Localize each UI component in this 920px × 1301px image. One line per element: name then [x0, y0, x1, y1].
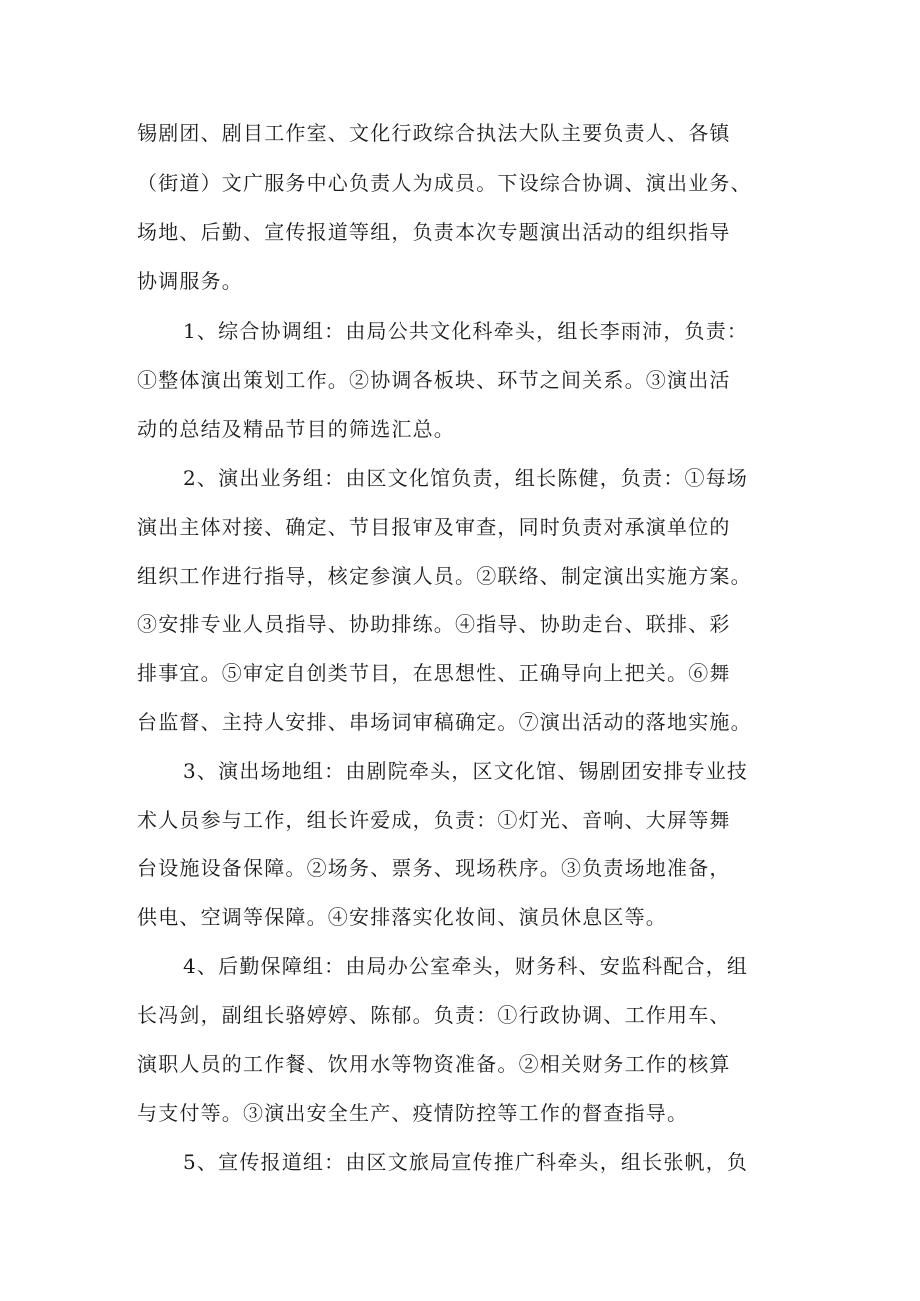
text-line: 场地、后勤、宣传报道等组，负责本次专题演出活动的组织指导: [137, 220, 731, 244]
text-line: 台监督、主持人安排、串场词审稿确定。⑦演出活动的落地实施。: [137, 710, 752, 734]
text-line: （街道）文广服务中心负责人为成员。下设综合协调、演出业务、: [137, 171, 752, 195]
section-2-heading-line: 2、演出业务组：由区文化馆负责，组长陈健，负责：①每场: [183, 466, 749, 490]
text-line: 长冯剑，副组长骆婷婷、陈郁。负责：①行政协调、工作用车、: [137, 1003, 731, 1027]
text-line: 组织工作进行指导，核定参演人员。②联络、制定演出实施方案。: [137, 564, 752, 588]
text-line: 排事宜。⑤审定自创类节目，在思想性、正确导向上把关。⑥舞: [137, 661, 731, 685]
text-line: 锡剧团、剧目工作室、文化行政综合执法大队主要负责人、各镇: [137, 121, 731, 145]
section-4-heading-line: 4、后勤保障组：由局办公室牵头，财务科、安监科配合，组: [183, 954, 749, 978]
text-line: 与支付等。③演出安全生产、疫情防控等工作的督查指导。: [137, 1101, 689, 1125]
text-line: 术人员参与工作，组长许爱成，负责：①灯光、音响、大屏等舞: [137, 808, 731, 832]
text-line: 台设施设备保障。②场务、票务、现场秩序。③负责场地准备，: [137, 856, 731, 880]
text-line: 动的总结及精品节目的筛选汇总。: [137, 417, 455, 441]
text-line: 演出主体对接、确定、节目报审及审查，同时负责对承演单位的: [137, 515, 731, 539]
section-5-heading-line: 5、宣传报道组：由区文旅局宣传推广科牵头，组长张帆，负: [183, 1150, 749, 1174]
text-line: 供电、空调等保障。④安排落实化妆间、演员休息区等。: [137, 905, 667, 929]
text-line: ①整体演出策划工作。②协调各板块、环节之间关系。③演出活: [137, 368, 731, 392]
text-line: 协调服务。: [137, 269, 243, 293]
section-3-heading-line: 3、演出场地组：由剧院牵头，区文化馆、锡剧团安排专业技: [183, 759, 749, 783]
text-line: ③安排专业人员指导、协助排练。④指导、协助走台、联排、彩: [137, 612, 731, 636]
text-line: 演职人员的工作餐、饮用水等物资准备。②相关财务工作的核算: [137, 1052, 731, 1076]
section-1-heading-line: 1、综合协调组：由局公共文化科牵头，组长李雨沛，负责：: [183, 319, 749, 343]
